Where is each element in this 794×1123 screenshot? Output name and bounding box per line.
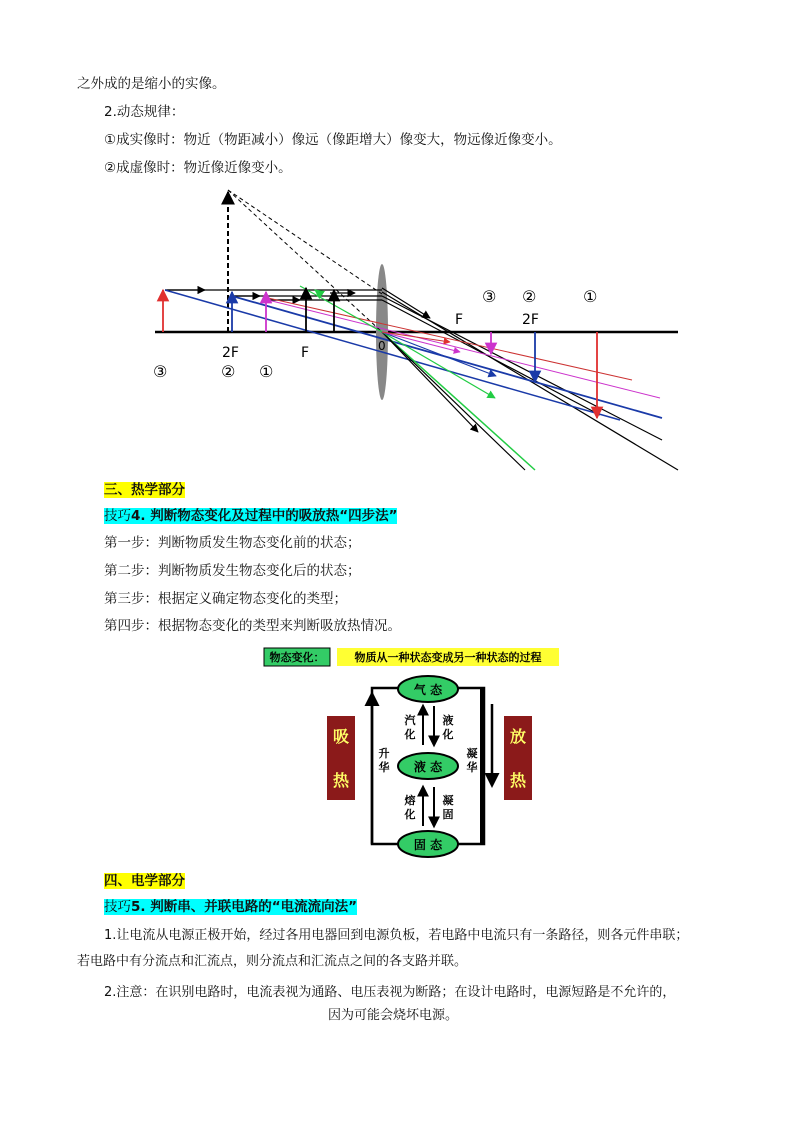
label-circle-2-right: ② (522, 287, 537, 306)
process-solidify-2: 固 (442, 808, 454, 821)
tip-5-title: 技巧5. 判断串、并联电路的“电流流向法” (104, 899, 357, 915)
process-sublimate-2: 华 (378, 761, 390, 774)
paragraph-1b: 若电路中有分流点和汇流点，则分流点和汇流点之间的各支路并联。 (77, 954, 468, 969)
phase-title-key: 物态变化： (269, 651, 325, 664)
step-3: 第三步：根据定义确定物态变化的类型； (104, 591, 347, 607)
process-solidify-1: 凝 (442, 794, 454, 807)
label-circle-2-left: ② (221, 362, 236, 381)
process-deposit-1: 凝 (466, 747, 478, 760)
label-2f-right: 2F (522, 312, 539, 328)
process-vaporize-2: 化 (404, 728, 416, 741)
release-heat-2: 热 (509, 771, 527, 790)
label-circle-3-right: ③ (482, 287, 497, 306)
step-4: 第四步：根据物态变化的类型来判断吸放热情况。 (104, 618, 401, 634)
process-sublimate-1: 升 (378, 747, 390, 760)
label-circle-3-left: ③ (153, 362, 168, 381)
step-2: 第二步：判断物质发生物态变化后的状态； (104, 563, 361, 579)
process-melt-2: 化 (404, 808, 416, 821)
convex-lens-ray-diagram (140, 178, 685, 473)
label-2f-left: 2F (222, 345, 239, 361)
real-image-rule: ①成实像时：物近（物距减小）像远（像距增大）像变大，物远像近像变小。 (104, 132, 562, 148)
state-gas: 气 态 (413, 683, 443, 697)
label-origin: 0 (378, 339, 386, 353)
state-liquid: 液 态 (413, 760, 443, 774)
phase-change-diagram (262, 644, 562, 862)
process-melt-1: 熔 (404, 794, 416, 807)
absorb-heat-1: 吸 (332, 727, 350, 746)
virtual-image-rule: ②成虚像时：物近像近像变小。 (104, 160, 292, 176)
absorb-heat-2: 热 (332, 771, 350, 790)
paragraph-2b: 因为可能会烧坏电源。 (328, 1008, 459, 1023)
label-f-right: F (455, 312, 464, 328)
phase-title-definition: 物质从一种状态变成另一种状态的过程 (354, 651, 542, 664)
tip-4-title: 技巧4. 判断物态变化及过程中的吸放热“四步法” (104, 508, 398, 524)
process-liquefy-1: 液 (442, 714, 454, 727)
paragraph-1a: 1.让电流从电源正极开始，经过各用电器回到电源负板，若电路中电流只有一条路径，则各元件串联； (104, 928, 689, 943)
state-solid: 固 态 (413, 838, 443, 852)
section-4-heading: 四、电学部分 (104, 873, 185, 889)
step-1: 第一步：判断物质发生物态变化前的状态； (104, 535, 361, 551)
dynamic-rule-heading: 2.动态规律： (104, 104, 185, 120)
paragraph-continuation: 之外成的是缩小的实像。 (77, 76, 226, 92)
release-heat-1: 放 (509, 727, 527, 746)
process-vaporize-1: 汽 (404, 714, 416, 727)
process-deposit-2: 华 (466, 761, 478, 774)
process-liquefy-2: 化 (442, 728, 454, 741)
label-circle-1-left: ① (259, 362, 274, 381)
section-3-heading: 三、热学部分 (104, 482, 185, 498)
label-f-left: F (301, 345, 310, 361)
label-circle-1-right: ① (583, 287, 598, 306)
paragraph-2a: 2.注意：在识别电路时，电流表视为通路、电压表视为断路；在设计电路时，电源短路是不允许的， (104, 985, 676, 1000)
